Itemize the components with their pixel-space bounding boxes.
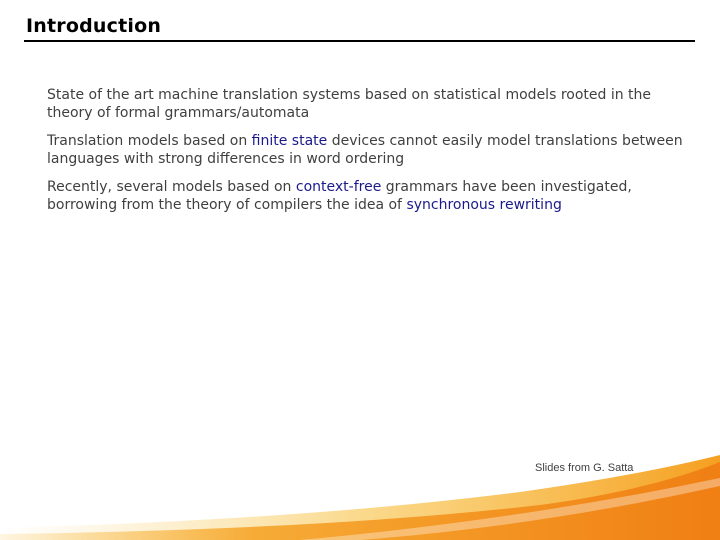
bullet-text: grammars have been investigated, borrowing from the theory of compilers the idea of: [47, 179, 632, 213]
highlighted-term: context-free: [295, 179, 382, 195]
bullet-text: Translation models based on: [47, 133, 252, 149]
bullet-text: State of the art machine translation systems based on statistical models rooted in the theory of formal grammars/automata: [47, 87, 652, 121]
slide-credit: Slides from G. Satta: [535, 462, 634, 474]
highlighted-term: synchronous rewriting: [406, 197, 562, 213]
bullet-text: devices cannot easily model translations between languages with strong differences in word ordering: [47, 133, 683, 167]
highlighted-term: finite state: [251, 133, 328, 149]
bullet-text: Recently, several models based on: [47, 179, 296, 195]
slide-title: Introduction: [26, 15, 162, 37]
